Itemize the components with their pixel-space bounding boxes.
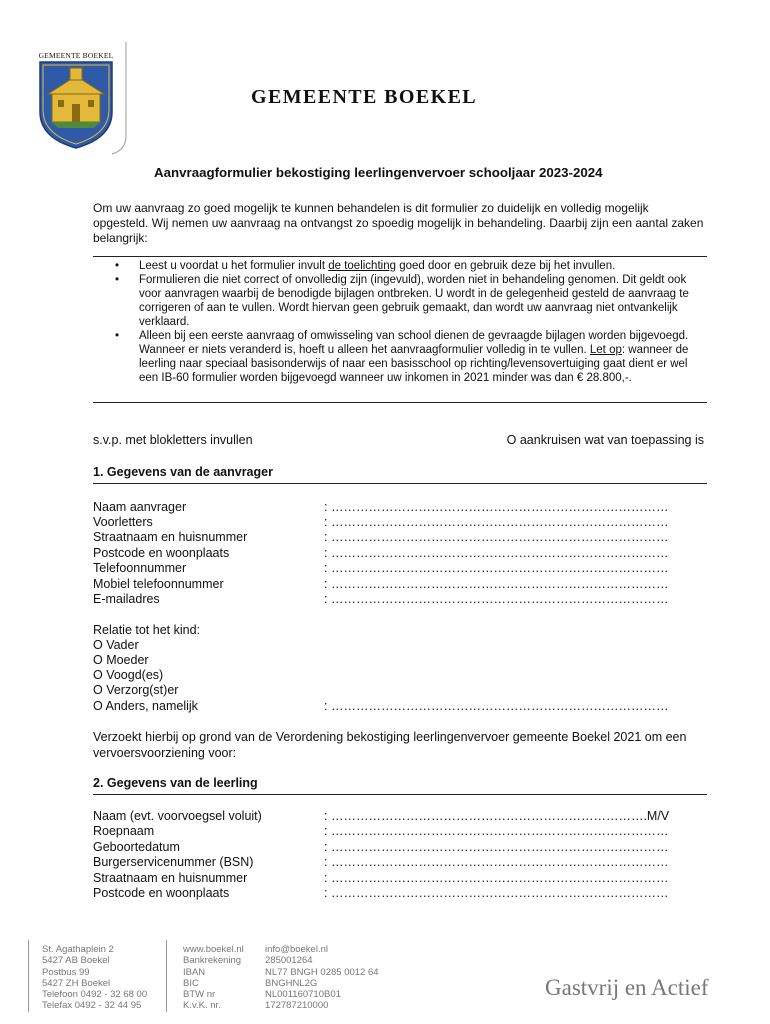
section-2-divider bbox=[93, 794, 707, 795]
field-label-bsn: Burgerservicenummer (BSN) bbox=[93, 855, 254, 869]
footer-address: St. Agathaplein 2 5427 AB Boekel Postbus 99 5427 ZH Boekel Telefoon 0492 - 32 68 00 Telefax 0492 - 32 44 95 bbox=[42, 944, 148, 1012]
instruction-list bbox=[93, 259, 705, 385]
field-naam-aanvrager[interactable]: : ……………………………………………………………………… bbox=[324, 500, 669, 514]
field-leerling-postcode[interactable]: : ……………………………………………………………………… bbox=[324, 886, 669, 900]
field-label-leerling-postcode: Postcode en woonplaats bbox=[93, 886, 230, 900]
field-label-roepnaam: Roepnaam bbox=[93, 824, 155, 838]
website-link[interactable]: www.boekel.nl bbox=[183, 944, 244, 955]
list-item: • Leest u voordat u het formulier invult de toelichting goed door en gebruik deze bij het invullen. bbox=[93, 259, 705, 273]
footer-divider bbox=[28, 940, 29, 1012]
field-geboortedatum[interactable]: : ……………………………………………………………………… bbox=[324, 840, 669, 854]
list-item: • Formulieren die niet correct of onvolledig zijn (ingevuld), worden niet in behandeling genomen. Dit geldt ook voor aanvragen waarbij de benodigde bijlagen ontbreken. U wordt in de gelegenheid gesteld de aanvraag te corrigeren of aan te vullen. Wordt hiervan geen gebruik gemaakt, dan wordt uw aanvraag niet ontvankelijk verklaard. bbox=[93, 273, 705, 329]
field-label-email: E-mailadres bbox=[93, 592, 160, 606]
field-straat[interactable]: : ……………………………………………………………………… bbox=[324, 530, 669, 544]
field-bsn[interactable]: : ……………………………………………………………………… bbox=[324, 855, 669, 869]
instruction-checkbox: O aankruisen wat van toepassing is bbox=[506, 433, 704, 447]
field-telefoon[interactable]: : ……………………………………………………………………… bbox=[324, 561, 669, 575]
field-voorletters[interactable]: : ……………………………………………………………………… bbox=[324, 515, 669, 529]
field-label-naam: Naam aanvrager bbox=[93, 500, 187, 514]
field-mobiel[interactable]: : ……………………………………………………………………… bbox=[324, 577, 669, 591]
relation-option-verzorger[interactable]: O Verzorg(st)er bbox=[93, 683, 179, 697]
field-leerling-straat[interactable]: : ……………………………………………………………………… bbox=[324, 871, 669, 885]
relation-option-voogd[interactable]: O Voogd(es) bbox=[93, 668, 164, 682]
section-2-heading: 2. Gegevens van de leerling bbox=[93, 776, 258, 790]
instruction-block-letters: s.v.p. met blokletters invullen bbox=[93, 433, 253, 447]
logo-caption: GEMEENTE BOEKEL bbox=[38, 51, 114, 60]
field-postcode[interactable]: : ……………………………………………………………………… bbox=[324, 546, 669, 560]
relation-option-moeder[interactable]: O Moeder bbox=[93, 653, 149, 667]
divider-bottom bbox=[93, 402, 707, 403]
request-paragraph: Verzoekt hierbij op grond van de Verordening bekostiging leerlingenvervoer gemeente Boekel 2021 om een vervoersvoorziening voor: bbox=[93, 730, 687, 760]
field-label-telefoon: Telefoonnummer bbox=[93, 561, 187, 575]
relation-label: Relatie tot het kind: bbox=[93, 623, 201, 637]
field-label-voorletters: Voorletters bbox=[93, 515, 153, 529]
intro-paragraph: Om uw aanvraag zo goed mogelijk te kunnen behandelen is dit formulier zo duidelijk en volledig mogelijk opgesteld. Wij nemen uw aanvraag na ontvangst zo spoedig mogelijk in behandeling. Daarbij zijn een aantal zaken belangrijk: bbox=[93, 201, 704, 245]
section-1-divider bbox=[93, 483, 707, 484]
field-label-leerling-naam: Naam (evt. voorvoegsel voluit) bbox=[93, 809, 262, 823]
email-link[interactable]: info@boekel.nl bbox=[265, 944, 328, 955]
section-1-heading: 1. Gegevens van de aanvrager bbox=[93, 465, 273, 479]
divider-top bbox=[93, 256, 707, 257]
field-label-geboortedatum: Geboortedatum bbox=[93, 840, 180, 854]
organization-title: GEMEENTE BOEKEL bbox=[251, 86, 478, 108]
footer-slogan: Gastvrij en Actief bbox=[545, 975, 709, 1000]
field-leerling-naam[interactable]: : ………………………………………………………………….M/V bbox=[324, 809, 670, 823]
field-email[interactable]: : ……………………………………………………………………… bbox=[324, 592, 669, 606]
field-label-mobiel: Mobiel telefoonnummer bbox=[93, 577, 224, 591]
footer-labels: www.boekel.nl Bankrekening IBAN BIC BTW nr K.v.K. nr. bbox=[183, 944, 244, 1012]
relation-option-vader[interactable]: O Vader bbox=[93, 638, 139, 652]
toelichting-link[interactable]: de toelichting bbox=[328, 260, 396, 272]
field-label-postcode: Postcode en woonplaats bbox=[93, 546, 230, 560]
municipality-logo bbox=[34, 40, 130, 158]
field-roepnaam[interactable]: : ……………………………………………………………………… bbox=[324, 824, 669, 838]
field-label-leerling-straat: Straatnaam en huisnummer bbox=[93, 871, 248, 885]
footer-divider bbox=[166, 940, 167, 1012]
relation-option-anders[interactable]: O Anders, namelijk bbox=[93, 699, 198, 713]
let-op-label: Let op bbox=[589, 344, 622, 356]
field-anders-namelijk[interactable]: : ……………………………………………………………………… bbox=[324, 699, 669, 713]
footer-values: info@boekel.nl 285001264 NL77 BNGH 0285 0012 64 BNGHNL2G NL001160710B01 172787210000 bbox=[265, 944, 379, 1012]
list-item: • Alleen bij een eerste aanvraag of omwisseling van school dienen de gevraagde bijlagen worden bijgevoegd. Wanneer er niets veranderd is, hoeft u alleen het aanvraagformulier volledig in te vullen. Let op: wanneer de leerling naar speciaal basisonderwijs of naar een basisschool op richting/levensovertuiging gaat dient er wel een IB-60 formulier worden bijgevoegd wanneer uw inkomen in 2021 minder was dan € 28.800,-. bbox=[93, 329, 705, 385]
field-label-straat: Straatnaam en huisnummer bbox=[93, 530, 248, 544]
page-title: Aanvraagformulier bekostiging leerlingenvervoer schooljaar 2023-2024 bbox=[154, 165, 603, 180]
